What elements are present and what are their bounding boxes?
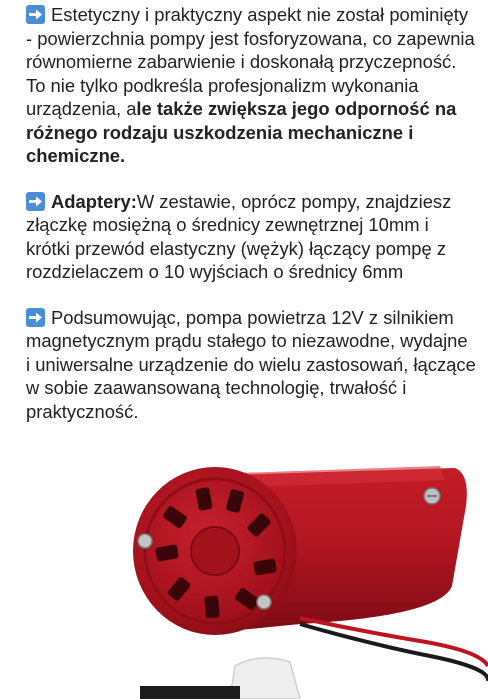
description-paragraph-aesthetics: [26, 3, 476, 168]
screw-icon: [138, 534, 152, 548]
product-photo: [0, 466, 488, 699]
connector: [230, 658, 300, 699]
aesthetics-text: Estetyczny i praktyczny aspekt nie został pominięty - powierzchnia pompy jest fosforyzowana, co zapewnia równomierne zabarwienie i doskonałą przyczepność. To nie tylko podkreśla profesjonalizm wykonania urządzenia, a: [26, 4, 475, 119]
summary-text: Podsumowując, pompa powietrza 12V z silnikiem magnetycznym prądu stałego to niezawodne, wydajne i uniwersalne urządzenie do wielu zastosowań, łączące w sobie zaawansowaną technologię, trwałość i praktyczność.: [26, 306, 476, 422]
description-paragraph-adapters: [26, 190, 476, 284]
red-wire: [300, 618, 488, 666]
right-arrow-icon: [26, 308, 45, 327]
black-wire: [300, 624, 488, 681]
screw-icon: [257, 595, 271, 609]
adapters-text: W zestawie, oprócz pompy, znajdziesz złączkę mosiężną o średnicy zewnętrznej 10mm i krótki przewód elastyczny (wężyk) łączący pompę z rozdzielaczem o 10 wyjściach o średnicy 6mm: [26, 190, 452, 282]
description-paragraph-summary: [26, 306, 476, 424]
right-arrow-icon: [26, 192, 45, 211]
adapters-label: Adaptery:: [51, 190, 137, 212]
air-pump-image: [0, 466, 488, 699]
aesthetics-text-bold: le także zwiększa jego odporność na różnego rodzaju uszkodzenia mechaniczne i chemiczne.: [26, 98, 457, 166]
base-plate: [140, 686, 240, 699]
right-arrow-icon: [26, 5, 45, 24]
product-description: [26, 3, 476, 445]
